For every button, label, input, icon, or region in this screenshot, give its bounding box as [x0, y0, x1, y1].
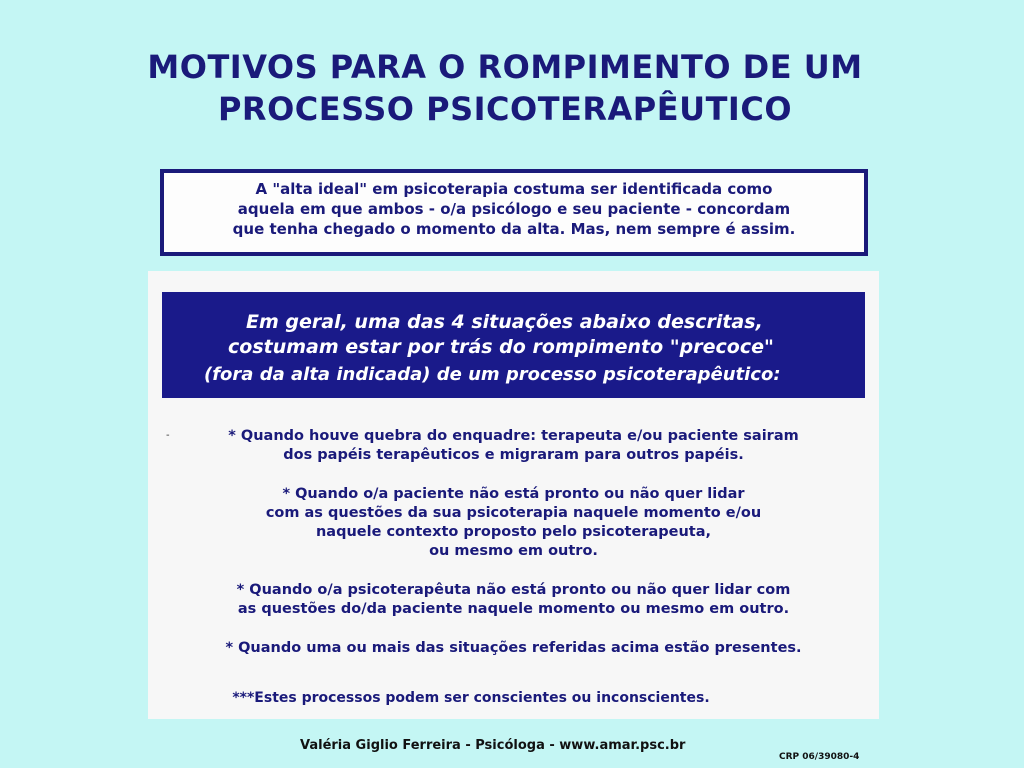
- reason-item: [148, 427, 879, 465]
- title-line-1: MOTIVOS PARA O ROMPIMENTO DE UM: [147, 48, 863, 86]
- crp-registration: CRP 06/39080-4: [779, 752, 860, 762]
- intro-line-3: que tenha chegado o momento da alta. Mas, nem sempre é assim.: [232, 220, 796, 238]
- intro-line-1: A "alta ideal" em psicoterapia costuma ser identificada como: [255, 180, 773, 198]
- stray-dash: -: [166, 430, 170, 441]
- closing-note: ***Estes processos podem ser conscientes ou inconscientes.: [232, 690, 710, 706]
- reasons-list: [148, 427, 879, 678]
- reason-line: * Quando uma ou mais das situações referidas acima estão presentes.: [225, 640, 802, 656]
- intro-line-2: aquela em que ambos - o/a psicólogo e seu paciente - concordam: [237, 200, 791, 218]
- reason-line: * Quando o/a paciente não está pronto ou não quer lidar: [282, 486, 745, 502]
- banner-line-3: (fora da alta indicada) de um processo psicoterapêutico:: [204, 364, 781, 385]
- reason-item: [148, 639, 879, 658]
- reason-line: as questões do/da paciente naquele momento ou mesmo em outro.: [237, 601, 790, 617]
- reason-line: com as questões da sua psicoterapia naquele momento e/ou: [265, 505, 762, 521]
- reason-line: dos papéis terapêuticos e migraram para outros papéis.: [283, 447, 744, 463]
- reason-item: [148, 485, 879, 561]
- reason-item: [148, 581, 879, 619]
- intro-box: [160, 169, 868, 256]
- banner-line-2: costumam estar por trás do rompimento "precoce": [228, 336, 774, 358]
- banner-line-1: Em geral, uma das 4 situações abaixo descritas,: [246, 311, 763, 333]
- reason-line: * Quando o/a psicoterapêuta não está pronto ou não quer lidar com: [236, 582, 791, 598]
- reason-line: * Quando houve quebra do enquadre: terapeuta e/ou paciente sairam: [228, 428, 799, 444]
- highlight-banner: [162, 292, 865, 398]
- reason-line: naquele contexto proposto pelo psicoterapeuta,: [315, 524, 712, 540]
- author-footer: Valéria Giglio Ferreira - Psicóloga - www.amar.psc.br: [300, 738, 686, 753]
- reason-line: ou mesmo em outro.: [429, 543, 598, 559]
- page-title: [0, 46, 1010, 130]
- title-line-2: PROCESSO PSICOTERAPÊUTICO: [217, 90, 793, 128]
